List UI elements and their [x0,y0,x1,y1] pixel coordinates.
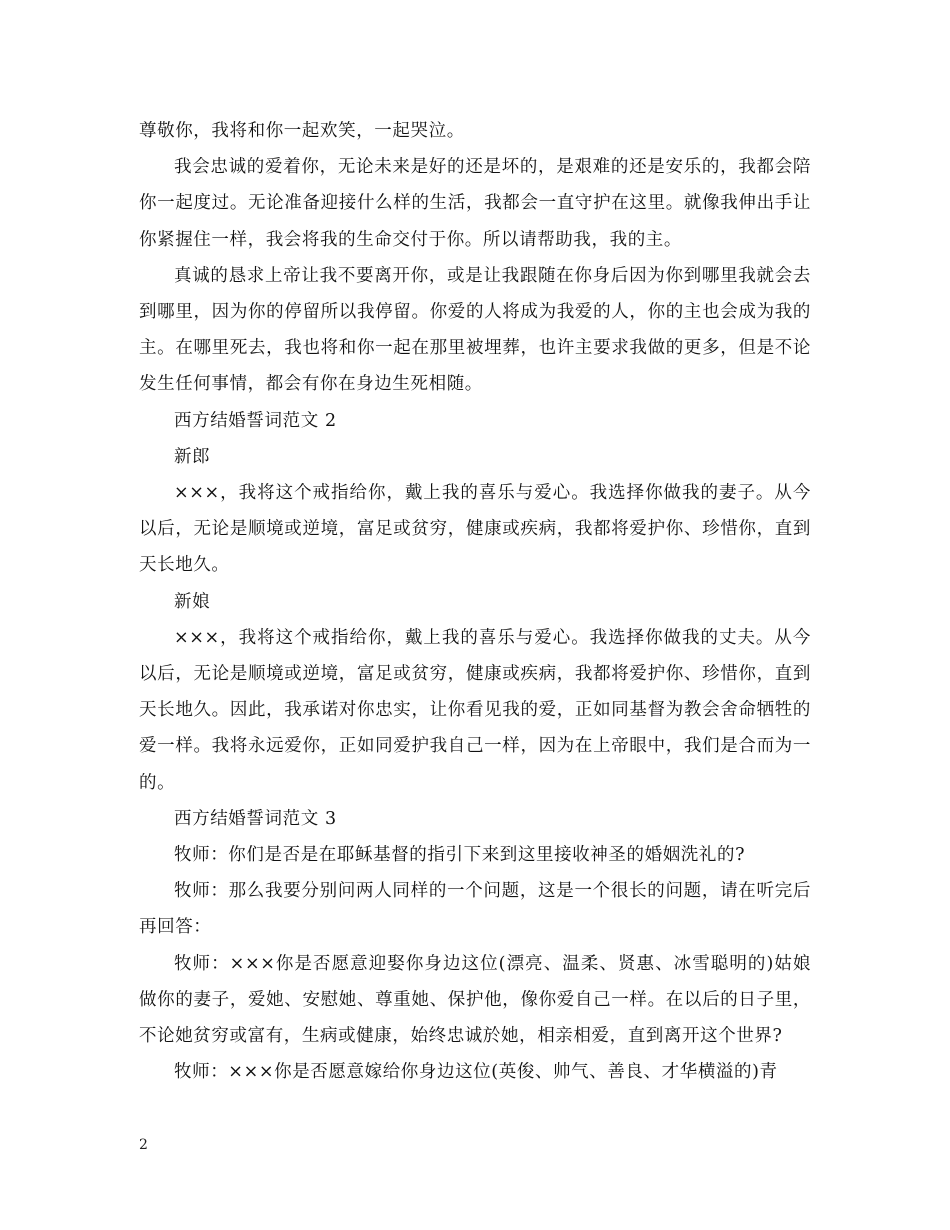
paragraph-continuation: 尊敬你，我将和你一起欢笑，一起哭泣。 [139,121,465,141]
bride-label: 新娘 [174,591,211,612]
paragraph-groom-vow: ×××，我将这个戒指给你，戴上我的喜乐与爱心。我选择你做我的妻子。从今以后，无论是顺境或逆境，富足或贫穷，健康或疾病，我都将爱护你、珍惜你，直到天长地久。 [139,483,811,576]
paragraph-vow-loyalty: 我会忠诚的爱着你，无论未来是好的还是坏的，是艰难的还是安乐的，我都会陪你一起度过。无论准备迎接什么样的生活，我都会一直守护在这里。就像我伸出手让你紧握住一样，我会将我的生命交付于你。所以请帮助我，我的主。 [139,157,811,250]
page-number: 2 [139,1137,148,1153]
section-heading-3: 西方结婚誓词范文 3 [174,808,337,829]
groom-label: 新郎 [174,446,211,467]
paragraph-pastor-question-bride: 牧师：×××你是否愿意嫁给你身边这位(英俊、帅气、善良、才华横溢的)青 [174,1062,778,1083]
paragraph-pastor-question-1: 牧师：你们是否是在耶稣基督的指引下来到这里接收神圣的婚姻洗礼的? [174,845,746,866]
paragraph-vow-plea: 真诚的恳求上帝让我不要离开你，或是让我跟随在你身后因为你到哪里我就会去到哪里，因为你的停留所以我停留。你爱的人将成为我爱的人，你的主也会成为我的主。在哪里死去，我也将和你一起在那里被埋葬，也许主要求我做的更多，但是不论发生任何事情，都会有你在身边生死相随。 [139,265,811,395]
section-heading-2: 西方结婚誓词范文 2 [174,410,337,431]
paragraph-pastor-question-2: 牧师：那么我要分别问两人同样的一个问题，这是一个很长的问题，请在听完后再回答： [139,881,811,938]
paragraph-pastor-question-groom: 牧师：×××你是否愿意迎娶你身边这位(漂亮、温柔、贤惠、冰雪聪明的)姑娘做你的妻子，爱她、安慰她、尊重她、保护他，像你爱自己一样。在以后的日子里，不论她贫穷或富有，生病或健康，始终忠诚於她，相亲相爱，直到离开这个世界? [139,953,811,1047]
document-body [139,113,811,1090]
paragraph-bride-vow: ×××，我将这个戒指给你，戴上我的喜乐与爱心。我选择你做我的丈夫。从今以后，无论是顺境或逆境，富足或贫穷，健康或疾病，我都将爱护你、珍惜你，直到天长地久。因此，我承诺对你忠实，让你看见我的爱，正如同基督为教会舍命牺牲的爱一样。我将永远爱你，正如同爱护我自己一样，因为在上帝眼中，我们是合而为一的。 [139,627,811,793]
